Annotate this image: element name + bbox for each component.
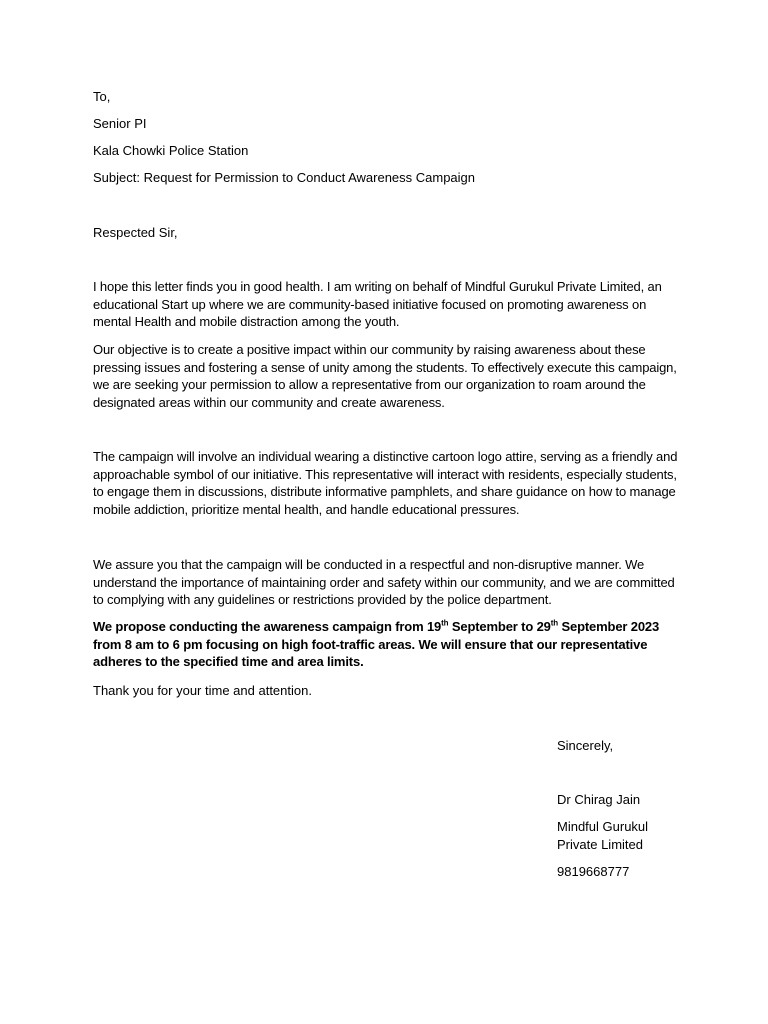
proposal-ordinal-2: th bbox=[550, 618, 558, 628]
paragraph-assurance: We assure you that the campaign will be conducted in a respectful and non-disruptive manner. We understand the importance of maintaining order and safety within our community, and we are committed to complying with any guidelines or restrictions provided by the police department. bbox=[93, 557, 675, 608]
proposal-text-2: September to 29 bbox=[448, 619, 551, 634]
organization-line-1: Mindful Gurukul bbox=[557, 819, 649, 834]
thanks-line: Thank you for your time and attention. bbox=[93, 683, 312, 698]
to-label: To, bbox=[93, 89, 111, 104]
signatory-name: Dr Chirag Jain bbox=[557, 792, 641, 807]
paragraph-proposal bbox=[93, 618, 683, 671]
paragraph-objective: Our objective is to create a positive impact within our community by raising awareness about these pressing issues and fostering a sense of unity among the students. To effectively execute this campaign, we are seeking your permission to allow a representative from our organization to roam around the designated areas within our community and create awareness. bbox=[93, 342, 677, 411]
proposal-text-1: We propose conducting the awareness campaign from 19 bbox=[93, 619, 442, 634]
phone-number: 9819668777 bbox=[557, 864, 630, 879]
proposal-text-3: September 2023 from 8 am to 6 pm focusing on high foot-traffic areas. We will ensure that our representative adheres to the specified time and area limits. bbox=[93, 619, 660, 670]
recipient-title: Senior PI bbox=[93, 116, 147, 131]
paragraph-intro: I hope this letter finds you in good health. I am writing on behalf of Mindful Gurukul Private Limited, an educational Start up where we are community-based initiative focused on promoting awareness on mental Health and mobile distraction among the youth. bbox=[93, 279, 662, 330]
organization-line-2: Private Limited bbox=[557, 837, 643, 852]
closing: Sincerely, bbox=[557, 738, 614, 753]
subject-line: Subject: Request for Permission to Conduct Awareness Campaign bbox=[93, 170, 476, 185]
proposal-ordinal-1: th bbox=[441, 618, 449, 628]
salutation: Respected Sir, bbox=[93, 225, 178, 240]
recipient-location: Kala Chowki Police Station bbox=[93, 143, 249, 158]
paragraph-campaign: The campaign will involve an individual wearing a distinctive cartoon logo attire, serving as a friendly and approachable symbol of our initiative. This representative will interact with residents, especially students, to engage them in discussions, distribute informative pamphlets, and share guidance on how to manage mobile addiction, prioritize mental health, and handle educational pressures. bbox=[93, 449, 678, 518]
